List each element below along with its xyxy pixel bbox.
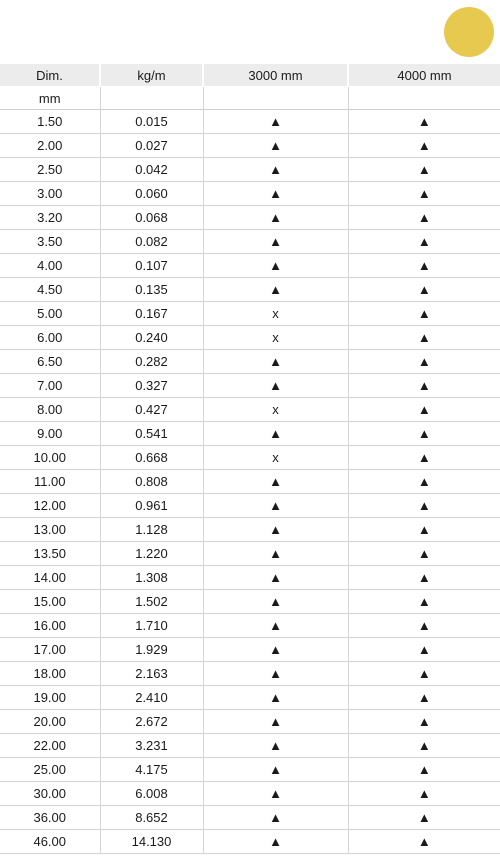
weight-cell: 3.231 (100, 734, 203, 758)
dimension-cell: 19.00 (0, 686, 100, 710)
availability-3000mm-cell: x (203, 326, 348, 350)
dimension-cell: 14.00 (0, 566, 100, 590)
dimension-cell: 46.00 (0, 830, 100, 854)
availability-4000mm-cell: ▲ (348, 230, 500, 254)
availability-3000mm-cell: ▲ (203, 158, 348, 182)
weight-cell: 0.082 (100, 230, 203, 254)
table-row (0, 182, 500, 206)
availability-4000mm-cell: ▲ (348, 446, 500, 470)
dimension-cell: 8.00 (0, 398, 100, 422)
weight-cell: 0.060 (100, 182, 203, 206)
table-row (0, 662, 500, 686)
dimension-cell: 6.50 (0, 350, 100, 374)
weight-cell: 0.042 (100, 158, 203, 182)
dimension-cell: 20.00 (0, 710, 100, 734)
availability-3000mm-cell: ▲ (203, 614, 348, 638)
weight-cell: 4.175 (100, 758, 203, 782)
availability-3000mm-cell: ▲ (203, 422, 348, 446)
availability-4000mm-cell: ▲ (348, 686, 500, 710)
weight-cell: 2.410 (100, 686, 203, 710)
dimension-cell: 25.00 (0, 758, 100, 782)
weight-cell: 0.427 (100, 398, 203, 422)
availability-3000mm-cell: ▲ (203, 806, 348, 830)
dimension-cell: 16.00 (0, 614, 100, 638)
availability-3000mm-cell: ▲ (203, 110, 348, 134)
dimension-cell: 36.00 (0, 806, 100, 830)
dimension-cell: 18.00 (0, 662, 100, 686)
weight-cell: 0.135 (100, 278, 203, 302)
availability-3000mm-cell: ▲ (203, 518, 348, 542)
table-row (0, 350, 500, 374)
table-row (0, 470, 500, 494)
availability-4000mm-cell: ▲ (348, 110, 500, 134)
availability-3000mm-cell: ▲ (203, 782, 348, 806)
availability-4000mm-cell: ▲ (348, 158, 500, 182)
dimension-cell: 3.20 (0, 206, 100, 230)
availability-4000mm-cell: ▲ (348, 422, 500, 446)
weight-cell: 2.163 (100, 662, 203, 686)
unit-label-dim: mm (0, 87, 100, 110)
dimension-cell: 13.00 (0, 518, 100, 542)
dimension-cell: 9.00 (0, 422, 100, 446)
dimension-cell: 11.00 (0, 470, 100, 494)
dimension-cell: 13.50 (0, 542, 100, 566)
unit-label-3000mm (203, 87, 348, 110)
availability-4000mm-cell: ▲ (348, 614, 500, 638)
weight-cell: 0.107 (100, 254, 203, 278)
table-row (0, 110, 500, 134)
table-row (0, 134, 500, 158)
availability-4000mm-cell: ▲ (348, 662, 500, 686)
availability-4000mm-cell: ▲ (348, 518, 500, 542)
table-row (0, 254, 500, 278)
weight-cell: 1.710 (100, 614, 203, 638)
dimension-cell: 6.00 (0, 326, 100, 350)
availability-3000mm-cell: x (203, 302, 348, 326)
availability-3000mm-cell: ▲ (203, 830, 348, 854)
table-row (0, 518, 500, 542)
availability-3000mm-cell: ▲ (203, 470, 348, 494)
dimension-cell: 2.50 (0, 158, 100, 182)
weight-cell: 0.282 (100, 350, 203, 374)
table-row (0, 782, 500, 806)
column-header-4000mm: 4000 mm (348, 64, 500, 87)
dimension-cell: 12.00 (0, 494, 100, 518)
weight-cell: 0.167 (100, 302, 203, 326)
dimension-cell: 22.00 (0, 734, 100, 758)
dimension-cell: 30.00 (0, 782, 100, 806)
dimension-cell: 15.00 (0, 590, 100, 614)
availability-4000mm-cell: ▲ (348, 470, 500, 494)
availability-4000mm-cell: ▲ (348, 278, 500, 302)
availability-4000mm-cell: ▲ (348, 758, 500, 782)
availability-4000mm-cell: ▲ (348, 638, 500, 662)
availability-4000mm-cell: ▲ (348, 830, 500, 854)
dimension-cell: 4.00 (0, 254, 100, 278)
column-header-weight: kg/m (100, 64, 203, 87)
availability-3000mm-cell: ▲ (203, 542, 348, 566)
weight-cell: 1.128 (100, 518, 203, 542)
weight-cell: 0.668 (100, 446, 203, 470)
table-row (0, 638, 500, 662)
availability-4000mm-cell: ▲ (348, 806, 500, 830)
dimension-cell: 7.00 (0, 374, 100, 398)
availability-4000mm-cell: ▲ (348, 206, 500, 230)
table-row (0, 446, 500, 470)
material-color-dot (444, 7, 494, 57)
table-row (0, 566, 500, 590)
availability-3000mm-cell: ▲ (203, 662, 348, 686)
availability-4000mm-cell: ▲ (348, 254, 500, 278)
weight-cell: 0.027 (100, 134, 203, 158)
table-row (0, 806, 500, 830)
availability-4000mm-cell: ▲ (348, 566, 500, 590)
table-row (0, 590, 500, 614)
table-row (0, 710, 500, 734)
table-header-row (0, 64, 500, 87)
availability-3000mm-cell: ▲ (203, 278, 348, 302)
table-row (0, 374, 500, 398)
table-row (0, 206, 500, 230)
availability-3000mm-cell: ▲ (203, 494, 348, 518)
availability-4000mm-cell: ▲ (348, 374, 500, 398)
dimension-cell: 4.50 (0, 278, 100, 302)
table-row (0, 398, 500, 422)
unit-label-4000mm (348, 87, 500, 110)
availability-4000mm-cell: ▲ (348, 134, 500, 158)
weight-cell: 2.672 (100, 710, 203, 734)
availability-3000mm-cell: ▲ (203, 182, 348, 206)
availability-3000mm-cell: ▲ (203, 206, 348, 230)
dimension-cell: 2.00 (0, 134, 100, 158)
table-row (0, 830, 500, 854)
availability-3000mm-cell: ▲ (203, 710, 348, 734)
table-body (0, 110, 500, 854)
availability-4000mm-cell: ▲ (348, 494, 500, 518)
dimension-weight-table (0, 64, 500, 854)
availability-3000mm-cell: ▲ (203, 686, 348, 710)
availability-4000mm-cell: ▲ (348, 734, 500, 758)
weight-cell: 0.015 (100, 110, 203, 134)
availability-4000mm-cell: ▲ (348, 542, 500, 566)
availability-3000mm-cell: x (203, 398, 348, 422)
table-row (0, 542, 500, 566)
dimension-cell: 10.00 (0, 446, 100, 470)
table-row (0, 686, 500, 710)
weight-cell: 1.502 (100, 590, 203, 614)
weight-cell: 1.929 (100, 638, 203, 662)
availability-3000mm-cell: ▲ (203, 638, 348, 662)
dimension-cell: 1.50 (0, 110, 100, 134)
availability-3000mm-cell: ▲ (203, 590, 348, 614)
column-header-3000mm: 3000 mm (203, 64, 348, 87)
availability-4000mm-cell: ▲ (348, 782, 500, 806)
column-header-dim: Dim. (0, 64, 100, 87)
unit-label-weight (100, 87, 203, 110)
weight-cell: 14.130 (100, 830, 203, 854)
weight-cell: 0.541 (100, 422, 203, 446)
weight-cell: 0.240 (100, 326, 203, 350)
availability-3000mm-cell: x (203, 446, 348, 470)
weight-cell: 1.220 (100, 542, 203, 566)
weight-cell: 0.327 (100, 374, 203, 398)
availability-3000mm-cell: ▲ (203, 566, 348, 590)
table-row (0, 734, 500, 758)
weight-cell: 1.308 (100, 566, 203, 590)
table-row (0, 302, 500, 326)
table-row (0, 422, 500, 446)
table-row (0, 158, 500, 182)
table-row (0, 326, 500, 350)
availability-3000mm-cell: ▲ (203, 350, 348, 374)
table-row (0, 758, 500, 782)
dimension-cell: 5.00 (0, 302, 100, 326)
availability-3000mm-cell: ▲ (203, 230, 348, 254)
table-row (0, 494, 500, 518)
table-unit-row (0, 87, 500, 110)
availability-3000mm-cell: ▲ (203, 374, 348, 398)
availability-4000mm-cell: ▲ (348, 398, 500, 422)
dimension-cell: 3.50 (0, 230, 100, 254)
availability-3000mm-cell: ▲ (203, 734, 348, 758)
dimension-cell: 17.00 (0, 638, 100, 662)
availability-3000mm-cell: ▲ (203, 758, 348, 782)
availability-4000mm-cell: ▲ (348, 182, 500, 206)
weight-cell: 0.068 (100, 206, 203, 230)
availability-4000mm-cell: ▲ (348, 710, 500, 734)
table-row (0, 614, 500, 638)
weight-cell: 6.008 (100, 782, 203, 806)
table-row (0, 230, 500, 254)
dimension-cell: 3.00 (0, 182, 100, 206)
availability-3000mm-cell: ▲ (203, 134, 348, 158)
availability-4000mm-cell: ▲ (348, 326, 500, 350)
availability-4000mm-cell: ▲ (348, 302, 500, 326)
weight-cell: 0.808 (100, 470, 203, 494)
availability-3000mm-cell: ▲ (203, 254, 348, 278)
availability-4000mm-cell: ▲ (348, 350, 500, 374)
table-row (0, 278, 500, 302)
weight-cell: 0.961 (100, 494, 203, 518)
availability-4000mm-cell: ▲ (348, 590, 500, 614)
weight-cell: 8.652 (100, 806, 203, 830)
